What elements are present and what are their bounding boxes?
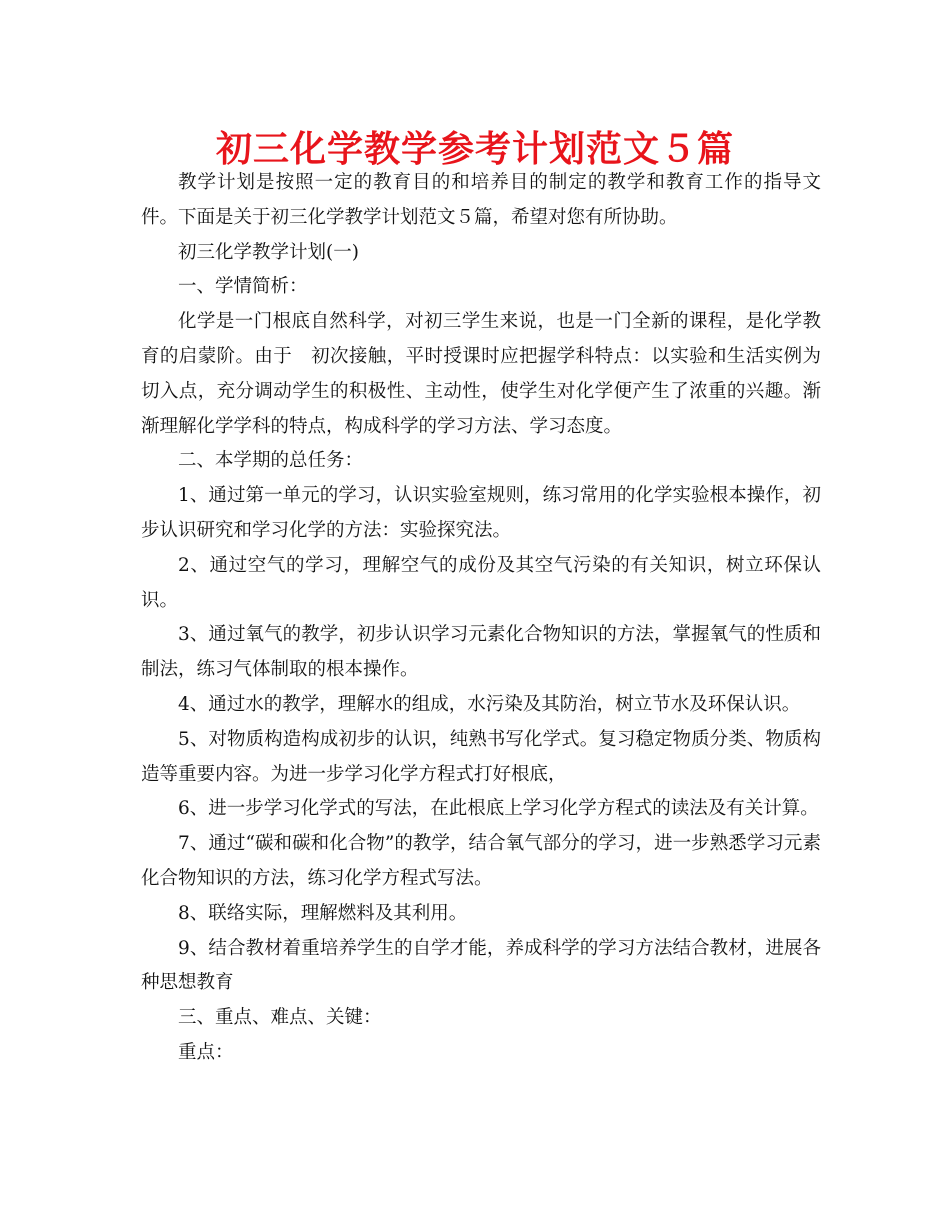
subsection-heading: 重点：: [178, 1041, 234, 1063]
intro-paragraph: 教学计划是按照一定的教育目的和培养目的制定的教学和教育工作的指导文件。下面是关于初三化学教学计划范文５篇，希望对您有所协助。: [141, 172, 821, 228]
list-item: 2、通过空气的学习，理解空气的成份及其空气污染的有关知识，树立环保认识。: [141, 554, 821, 611]
list-item: 7、通过“碳和碳和化合物”的教学，结合氧气部分的学习，进一步熟悉学习元素化合物知识的方法，练习化学方程式写法。: [141, 833, 821, 889]
list-item: 4、通过水的教学，理解水的组成，水污染及其防治，树立节水及环保认识。: [178, 693, 801, 715]
body-paragraph: 化学是一门根底自然科学，对初三学生来说，也是一门全新的课程，是化学教育的启蒙阶。由于 初次接触，平时授课时应把握学科特点：以实验和生活实例为切入点，充分调动学生的积极性、主动性，使学生对化学便产生了浓重的兴趣。渐渐理解化学学科的特点，构成科学的学习方法、学习态度。: [141, 311, 821, 437]
list-item: 6、进一步学习化学式的写法，在此根底上学习化学方程式的读法及有关计算。: [178, 798, 819, 820]
section-heading: 二、本学期的总任务：: [178, 450, 364, 472]
plan-heading: 初三化学教学计划(一): [178, 241, 359, 263]
list-item: 3、通过氧气的教学，初步认识学习元素化合物知识的方法，掌握氧气的性质和制法，练习气体制取的根本操作。: [141, 624, 821, 681]
list-item: 9、结合教材着重培养学生的自学才能，养成科学的学习方法结合教材，进展各种思想教育: [141, 937, 821, 994]
list-item: 5、对物质构造构成初步的认识，纯熟书写化学式。复习稳定物质分类、物质构造等重要内容。为进一步学习化学方程式打好根底，: [141, 728, 821, 785]
document-body: [141, 166, 821, 1071]
section-heading: 三、重点、难点、关键：: [178, 1007, 382, 1029]
section-heading: 一、学情简析：: [178, 276, 308, 298]
list-item: 1、通过第一单元的学习，认识实验室规则，练习常用的化学实验根本操作，初步认识研究和学习化学的方法：实验探究法。: [141, 485, 821, 541]
document-title: 初三化学教学参考计划范文５篇: [215, 129, 734, 170]
list-item: 8、联络实际，理解燃料及其利用。: [178, 902, 468, 924]
